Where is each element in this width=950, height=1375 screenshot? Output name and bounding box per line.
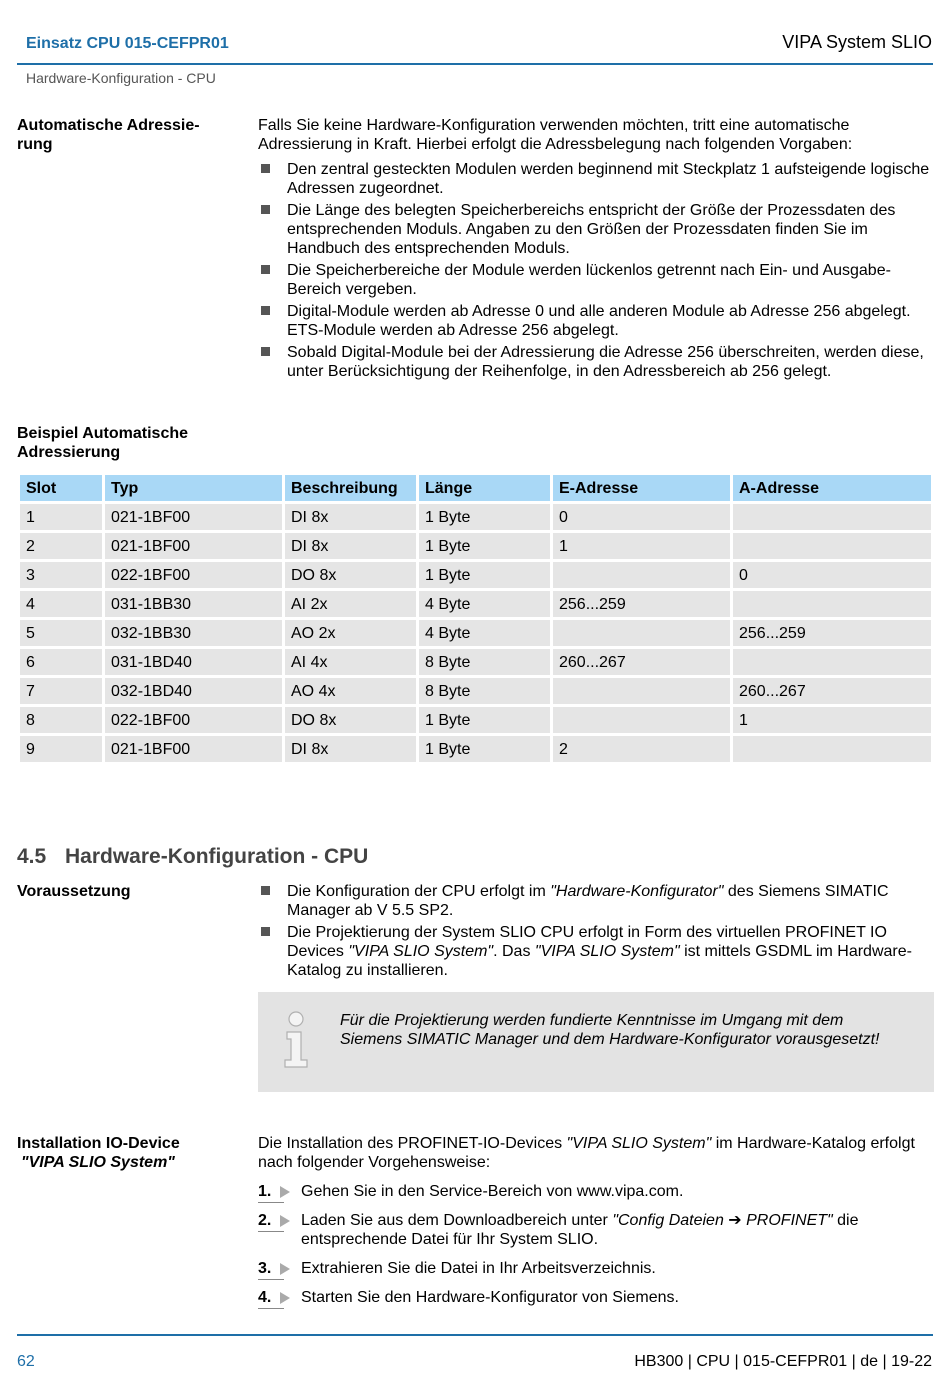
- installation-body: [258, 1134, 934, 1307]
- list-item: Sobald Digital-Module bei der Adressierung die Adresse 256 überschreiten, werden diese, unter Berücksichtigung der Reihenfolge, in den Adressbereich ab 256 gelegt.: [258, 343, 934, 381]
- text-italic: "VIPA SLIO System": [534, 943, 680, 960]
- step-item: [258, 1259, 934, 1278]
- text-italic: "Hardware-Konfigurator": [550, 883, 724, 900]
- col-typ: Typ: [105, 475, 282, 501]
- table-row: [20, 504, 931, 530]
- step-number-text: 3.: [258, 1260, 272, 1277]
- table-header-row: [20, 475, 931, 501]
- header-divider: [17, 63, 933, 65]
- cell: 021-1BF00: [105, 736, 282, 762]
- section-title: Hardware-Konfiguration - CPU: [65, 845, 369, 868]
- cell: DI 8x: [285, 736, 416, 762]
- section-number: 4.5: [17, 845, 47, 868]
- step-number-text: 1.: [258, 1183, 272, 1200]
- arrow-icon: [280, 1215, 290, 1227]
- cell: DO 8x: [285, 562, 416, 588]
- info-note: [258, 992, 934, 1092]
- cell: 260...267: [553, 649, 730, 675]
- table-row: [20, 562, 931, 588]
- arrow-icon: [280, 1186, 290, 1198]
- cell: [553, 562, 730, 588]
- step-number-text: 2.: [258, 1212, 272, 1229]
- list-item: [258, 882, 934, 920]
- col-slot: Slot: [20, 475, 102, 501]
- auto-addressing-intro: Falls Sie keine Hardware-Konfiguration verwenden möchten, tritt eine automatische Adressierung in Kraft. Hierbei erfolgt die Adressbelegung nach folgenden Vorgaben:: [258, 117, 853, 153]
- cell: 260...267: [733, 678, 931, 704]
- installation-label-line2: "VIPA SLIO System": [21, 1154, 175, 1171]
- cell: [553, 620, 730, 646]
- example-label-line1: Beispiel Automatische: [17, 425, 189, 442]
- auto-addressing-rules: [258, 160, 934, 381]
- cell: 1: [733, 707, 931, 733]
- example-label-line2: Adressierung: [17, 444, 121, 461]
- example-label: [17, 424, 242, 462]
- cell: 032-1BD40: [105, 678, 282, 704]
- step-number: [258, 1288, 294, 1307]
- cell: 031-1BD40: [105, 649, 282, 675]
- cell: 021-1BF00: [105, 504, 282, 530]
- prerequisite-list: [258, 882, 934, 980]
- col-a-adresse: A-Adresse: [733, 475, 931, 501]
- cell: AI 2x: [285, 591, 416, 617]
- step-text-italic: "Config Dateien ➔ PROFINET": [612, 1212, 833, 1229]
- cell: [553, 678, 730, 704]
- document-id: HB300 | CPU | 015-CEFPR01 | de | 19-22: [634, 1353, 932, 1370]
- installation-label: [17, 1134, 242, 1172]
- cell: 0: [733, 562, 931, 588]
- cell: 1: [553, 533, 730, 559]
- prerequisite-body: [258, 879, 934, 980]
- text: im Hardware-Katalog erfolgt nach folgender Vorgehensweise:: [258, 1135, 915, 1171]
- cell: 6: [20, 649, 102, 675]
- info-note-text: Für die Projektierung werden fundierte Kenntnisse im Umgang mit dem Siemens SIMATIC Manager und dem Hardware-Konfigurator vorausgesetzt!: [340, 1012, 880, 1048]
- col-e-adresse: E-Adresse: [553, 475, 730, 501]
- cell: 5: [20, 620, 102, 646]
- cell: 4 Byte: [419, 591, 550, 617]
- cell: 1 Byte: [419, 533, 550, 559]
- col-beschreibung: Beschreibung: [285, 475, 416, 501]
- cell: 022-1BF00: [105, 562, 282, 588]
- step-number: [258, 1211, 294, 1230]
- section-heading: [17, 847, 368, 866]
- table-row: [20, 736, 931, 762]
- step-text: Gehen Sie in den Service-Bereich von www.vipa.com.: [301, 1183, 684, 1200]
- cell: 256...259: [733, 620, 931, 646]
- cell: 1 Byte: [419, 736, 550, 762]
- cell: 8: [20, 707, 102, 733]
- text: Die Installation des PROFINET-IO-Devices: [258, 1135, 567, 1152]
- installation-intro: [258, 1134, 934, 1172]
- address-table: [17, 472, 934, 765]
- cell: 3: [20, 562, 102, 588]
- cell: DI 8x: [285, 533, 416, 559]
- list-item: Digital-Module werden ab Adresse 0 und alle anderen Module ab Adresse 256 abgelegt. ETS-Module werden ab Adresse 256 abgelegt.: [258, 302, 934, 340]
- cell: 4: [20, 591, 102, 617]
- cell: 032-1BB30: [105, 620, 282, 646]
- step-text: Extrahieren Sie die Datei in Ihr Arbeitsverzeichnis.: [301, 1260, 656, 1277]
- table-row: [20, 707, 931, 733]
- step-item: [258, 1211, 934, 1249]
- cell: [733, 504, 931, 530]
- cell: 1 Byte: [419, 504, 550, 530]
- product-title: VIPA System SLIO: [782, 32, 932, 52]
- cell: 7: [20, 678, 102, 704]
- cell: DI 8x: [285, 504, 416, 530]
- cell: 1 Byte: [419, 562, 550, 588]
- arrow-icon: [280, 1263, 290, 1275]
- text: des Siemens SIMATIC Manager ab V 5.5 SP2.: [287, 883, 889, 919]
- info-icon: [282, 1010, 312, 1070]
- table-row: [20, 649, 931, 675]
- step-number: [258, 1182, 294, 1201]
- cell: DO 8x: [285, 707, 416, 733]
- text: Die Projektierung der System SLIO CPU erfolgt in Form des virtuellen PROFINET IO Devices: [287, 924, 887, 960]
- step-text: die entsprechende Datei für Ihr System SLIO.: [301, 1212, 859, 1248]
- cell: [553, 707, 730, 733]
- cell: AI 4x: [285, 649, 416, 675]
- chapter-title: Einsatz CPU 015-CEFPR01: [26, 35, 229, 52]
- step-number: [258, 1259, 294, 1278]
- list-item: Den zentral gesteckten Modulen werden beginnend mit Steckplatz 1 aufsteigende logische Adressen zugeordnet.: [258, 160, 934, 198]
- section-subtitle: Hardware-Konfiguration - CPU: [26, 70, 216, 86]
- cell: 256...259: [553, 591, 730, 617]
- cell: 2: [20, 533, 102, 559]
- cell: [733, 591, 931, 617]
- cell: 8 Byte: [419, 678, 550, 704]
- cell: 1 Byte: [419, 707, 550, 733]
- step-text: Laden Sie aus dem Downloadbereich unter: [301, 1212, 613, 1229]
- list-item: Die Speicherbereiche der Module werden lückenlos getrennt nach Ein- und Ausgabe-Bereich vergeben.: [258, 261, 934, 299]
- prerequisite-label: Voraussetzung: [17, 883, 131, 900]
- cell: 031-1BB30: [105, 591, 282, 617]
- cell: 2: [553, 736, 730, 762]
- list-item: Die Länge des belegten Speicherbereichs entspricht der Größe der Prozessdaten des entsprechenden Moduls. Angaben zu den Größen der Prozessdaten finden Sie im Handbuch des entsprechenden Moduls.: [258, 201, 934, 258]
- step-text: Starten Sie den Hardware-Konfigurator von Siemens.: [301, 1289, 679, 1306]
- auto-addressing-label: [17, 116, 242, 154]
- col-laenge: Länge: [419, 475, 550, 501]
- text: ist mittels GSDML im Hardware-Katalog zu installieren.: [287, 943, 912, 979]
- step-number-text: 4.: [258, 1289, 272, 1306]
- text-italic: "VIPA SLIO System": [566, 1135, 712, 1152]
- auto-addressing-body: [258, 116, 934, 381]
- auto-addressing-label-line1: Automatische Adressie-: [17, 117, 200, 134]
- cell: [733, 533, 931, 559]
- step-item: [258, 1288, 934, 1307]
- installation-steps: [258, 1182, 934, 1307]
- cell: 021-1BF00: [105, 533, 282, 559]
- table-row: [20, 591, 931, 617]
- cell: 4 Byte: [419, 620, 550, 646]
- cell: 0: [553, 504, 730, 530]
- footer-divider: [17, 1334, 933, 1336]
- page-number: 62: [17, 1353, 35, 1370]
- cell: 022-1BF00: [105, 707, 282, 733]
- cell: AO 4x: [285, 678, 416, 704]
- cell: 9: [20, 736, 102, 762]
- cell: [733, 649, 931, 675]
- text: . Das: [493, 943, 535, 960]
- cell: 1: [20, 504, 102, 530]
- text-italic: "VIPA SLIO System": [348, 943, 494, 960]
- cell: [733, 736, 931, 762]
- table-row: [20, 620, 931, 646]
- cell: AO 2x: [285, 620, 416, 646]
- step-item: [258, 1182, 934, 1201]
- text: Die Konfiguration der CPU erfolgt im: [287, 883, 551, 900]
- table-row: [20, 678, 931, 704]
- arrow-icon: [280, 1292, 290, 1304]
- auto-addressing-label-line2: rung: [17, 136, 53, 153]
- installation-label-line1: Installation IO-Device: [17, 1135, 180, 1152]
- list-item: [258, 923, 934, 980]
- table-row: [20, 533, 931, 559]
- cell: 8 Byte: [419, 649, 550, 675]
